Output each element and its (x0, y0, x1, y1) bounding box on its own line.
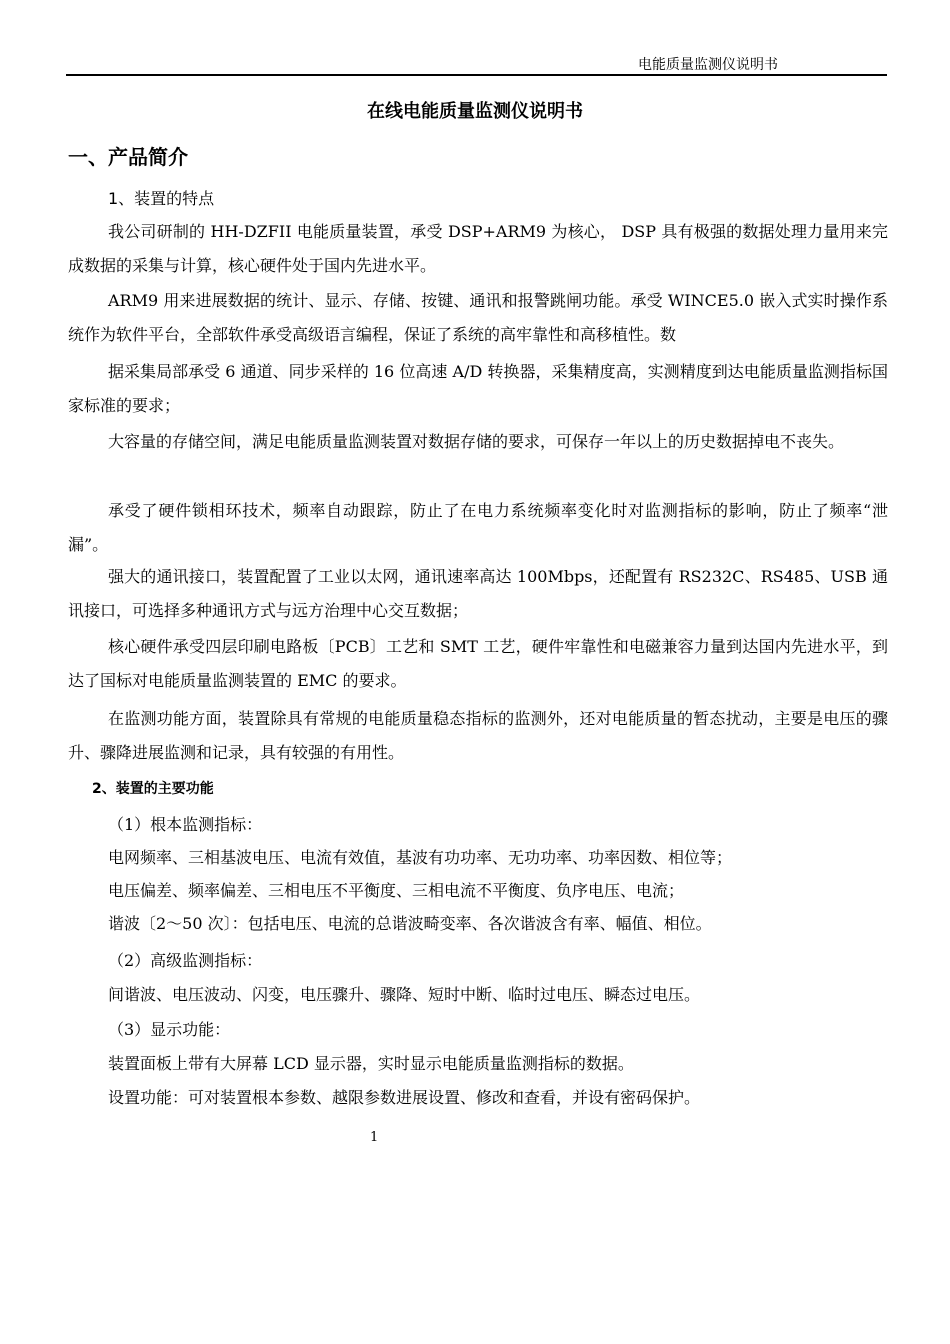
page-number: 1 (370, 1130, 379, 1145)
function-line: 谐波〔2～50 次〕：包括电压、电流的总谐波畸变率、各次谐波含有率、幅值、相位。 (108, 914, 712, 933)
header-rule (66, 74, 887, 76)
function-line: （1）根本监测指标： (108, 815, 263, 834)
paragraph: 核心硬件承受四层印刷电路板〔PCB〕工艺和 SMT 工艺，硬件牢靠性和电磁兼容力量到达国内先进水平，到达了国标对电能质量监测装置的 EMC 的要求。 (68, 637, 888, 690)
running-header: 电能质量监测仪说明书 (638, 57, 778, 73)
function-line: 设置功能：可对装置根本参数、越限参数进展设置、修改和查看，并设有密码保护。 (108, 1088, 701, 1107)
function-line: （2）高级监测指标： (108, 951, 263, 970)
paragraph: 在监测功能方面，装置除具有常规的电能质量稳态指标的监测外，还对电能质量的暂态扰动，主要是电压的骤升、骤降进展监测和记录，具有较强的有用性。 (68, 709, 888, 762)
function-line: 电网频率、三相基波电压、电流有效值，基波有功功率、无功功率、功率因数、相位等； (108, 848, 733, 867)
subsection-heading-functions: 2、装置的主要功能 (92, 781, 214, 797)
paragraph: 据采集局部承受 6 通道、同步采样的 16 位高速 A/D 转换器，采集精度高，实测精度到达电能质量监测指标国家标准的要求； (68, 362, 888, 415)
document-title: 在线电能质量监测仪说明书 (367, 101, 583, 122)
paragraph: 我公司研制的 HH-DZFII 电能质量装置，承受 DSP+ARM9 为核心， DSP 具有极强的数据处理力量用来完成数据的采集与计算，核心硬件处于国内先进水平。 (68, 222, 888, 275)
subsection-heading-features: 1、装置的特点 (108, 189, 215, 208)
paragraph: 承受了硬件锁相环技术，频率自动跟踪，防止了在电力系统频率变化时对监测指标的影响，防止了频率“泄漏”。 (68, 501, 888, 554)
section-heading: 一、产品简介 (68, 145, 188, 169)
function-line: 装置面板上带有大屏幕 LCD 显示器，实时显示电能质量监测指标的数据。 (108, 1054, 634, 1073)
paragraph: 大容量的存储空间，满足电能质量监测装置对数据存储的要求，可保存一年以上的历史数据掉电不丧失。 (108, 432, 845, 451)
function-line: （3）显示功能： (108, 1020, 231, 1039)
function-line: 电压偏差、频率偏差、三相电压不平衡度、三相电流不平衡度、负序电压、电流； (108, 881, 685, 900)
paragraph: ARM9 用来进展数据的统计、显示、存储、按键、通讯和报警跳闸功能。承受 WINCE5.0 嵌入式实时操作系统作为软件平台，全部软件承受高级语言编程，保证了系统的高牢靠性和高移植性。数 (68, 291, 888, 344)
paragraph: 强大的通讯接口，装置配置了工业以太网，通讯速率高达 100Mbps，还配置有 RS232C、RS485、USB 通讯接口，可选择多种通讯方式与远方治理中心交互数据； (68, 567, 888, 620)
function-line: 间谐波、电压波动、闪变，电压骤升、骤降、短时中断、临时过电压、瞬态过电压。 (108, 985, 701, 1004)
